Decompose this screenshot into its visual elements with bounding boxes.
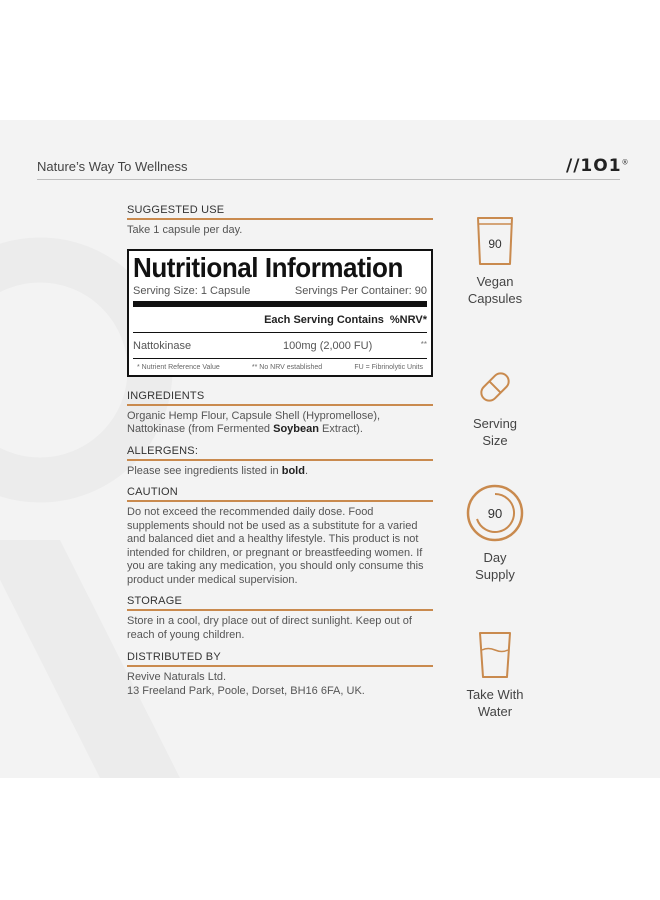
allergens-text: Please see ingredients listed in bold. <box>127 464 308 477</box>
capsule-icon <box>473 365 517 409</box>
pouch-icon <box>473 215 517 267</box>
svg-text:90: 90 <box>487 506 503 521</box>
suggested-use-text: Take 1 capsule per day. <box>127 224 243 236</box>
dial-icon <box>465 483 525 543</box>
footnote: ** No NRV established <box>251 363 323 371</box>
serving-size-label: Serving Size <box>472 416 518 448</box>
caution-text: Do not exceed the recommended daily dose. Food supplements should not be used as a substitute for a varied and balanced diet and a healthy lifestyle. This product is not intended for children, or pregnant or breastfeeding women. If you are taking any medication, you should only consume this product under medical supervision. <box>127 506 424 586</box>
feature-day-supply <box>455 483 535 583</box>
serving-size: Serving Size: 1 Capsule <box>133 284 251 297</box>
glass-icon <box>475 630 515 680</box>
caution-heading: CAUTION <box>127 486 433 502</box>
feature-take-with-water <box>455 630 535 720</box>
feature-serving-size <box>455 365 535 449</box>
suggested-use-heading: SUGGESTED USE <box>127 204 433 220</box>
day-supply-label: Day Supply <box>475 550 515 582</box>
ingredients-heading: INGREDIENTS <box>127 390 433 406</box>
distributor-text: Revive Naturals Ltd. 13 Freeland Park, Poole, Dorset, BH16 6FA, UK. <box>127 671 365 697</box>
tagline: Nature’s Way To Wellness <box>37 159 188 174</box>
brand-logo: //1O1® <box>566 156 630 176</box>
nutrient-amount: 100mg (2,000 FU) <box>283 339 373 352</box>
storage-text: Store in a cool, dry place out of direct sunlight. Keep out of reach of young children. <box>127 615 412 641</box>
storage-heading: STORAGE <box>127 595 433 611</box>
ingredients-text: Organic Hemp Flour, Capsule Shell (Hypromellose), Nattokinase (from Fermented Soybean Extract). <box>127 409 381 435</box>
svg-text:90: 90 <box>488 237 502 251</box>
nutrition-title: Nutritional Information <box>133 251 403 283</box>
header-divider <box>37 179 620 180</box>
nutrient-nrv: ** <box>420 339 427 349</box>
allergens-heading: ALLERGENS: <box>127 445 433 461</box>
footnote: FU = Fibrinolytic Units <box>354 363 423 371</box>
nutrition-footnotes <box>133 359 427 373</box>
footnote: * Nutrient Reference Value <box>137 363 220 371</box>
nutrition-table <box>127 249 433 377</box>
serving-info <box>133 285 427 307</box>
label-column <box>127 204 433 698</box>
feature-vegan-capsules <box>455 215 535 307</box>
vegan-capsules-label: Vegan Capsules <box>467 274 523 306</box>
servings-per-container: Servings Per Container: 90 <box>294 284 427 297</box>
each-serving-label: Each Serving Contains <box>264 313 384 326</box>
nutrient-name: Nattokinase <box>133 339 192 352</box>
nrv-header: %NRV* <box>389 313 427 326</box>
nutrition-row <box>133 333 427 359</box>
nutrition-header-row <box>133 307 427 333</box>
take-with-water-label: Take With Water <box>466 687 524 719</box>
distributed-by-heading: DISTRIBUTED BY <box>127 651 433 667</box>
content-panel <box>0 120 660 778</box>
